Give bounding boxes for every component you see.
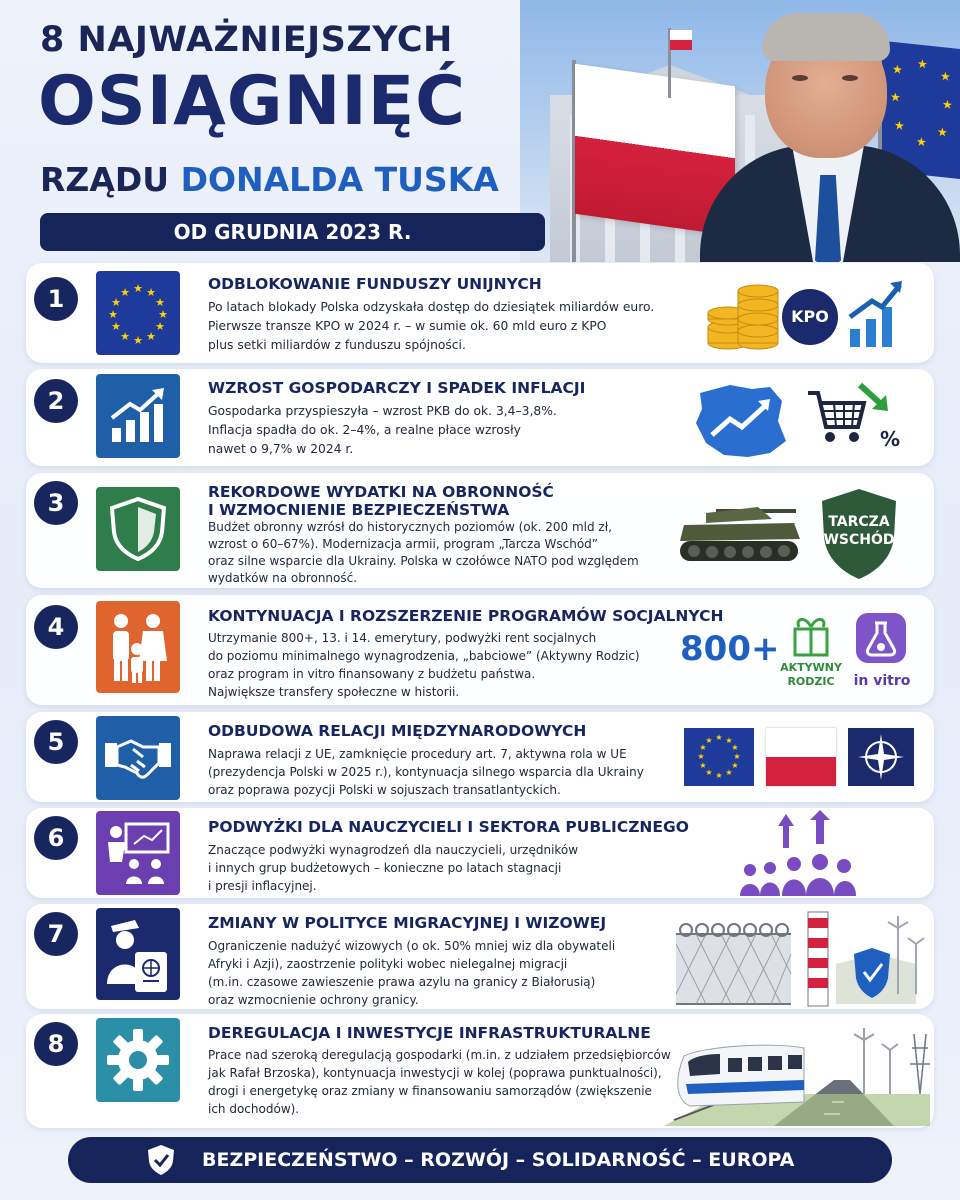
badge-line-2: WSCHÓD	[823, 532, 895, 548]
item-description: Po latach blokady Polska odzyskała dostęp do dziesiątek miliardów euro. Pierwsze transze KPO w 2024 r. – w sumie ok. 60 mld euro z KPO plus setki miliardów z funduszu spójności.	[208, 300, 655, 352]
svg-text:★: ★	[133, 334, 143, 347]
item-number: 5	[34, 720, 78, 764]
svg-text:★: ★	[120, 286, 130, 299]
date-banner: OD GRUDNIA 2023 R.	[40, 213, 545, 251]
item-title: ODBLOKOWANIE FUNDUSZY UNIJNYCH	[208, 275, 542, 293]
eu-flag-icon	[684, 728, 754, 786]
kpo-badge: KPO	[782, 289, 838, 345]
svg-text:★: ★	[699, 761, 707, 770]
item-description: Znaczące podwyżki wynagrodzeń dla nauczycieli, urzędników i innych grup budżetowych – konieczne po latach stagnacji i presji inflacyjnej.	[208, 843, 579, 893]
poland-map-icon	[690, 379, 790, 465]
item-number: 3	[34, 481, 78, 525]
item-description: Naprawa relacji z UE, zamknięcie procedury art. 7, aktywna rola w UE (prezydencja Polski w 2025 r.), kontynuacja silnego wsparcia dla Ukrainy oraz poprawa pozycji Polski w sojuszach transatlantyckich.	[208, 747, 644, 797]
title-accent: DONALDA TUSKA	[180, 160, 499, 199]
polish-flag-icon	[766, 728, 836, 786]
item-title: REKORDOWE WYDATKI NA OBRONNOŚĆ I WZMOCNIENIE BEZPIECZEŃSTWA	[208, 483, 554, 519]
svg-text:★: ★	[155, 320, 165, 333]
item-description: Ograniczenie nadużyć wizowych (o ok. 50% mniej wiz dla obywateli Afryki i Azji), zaostrzenie polityki wobec nielegalnej migracji (m.in. czasowe zawieszenie prawa azylu na granicy z Białorusią) oraz wzmocnienie ochrony granicy.	[208, 939, 616, 1007]
hero-photo	[520, 0, 960, 262]
growth-chart-icon	[96, 374, 180, 458]
item-description: Budżet obronny wzrósł do historycznych poziomów (ok. 200 mld zł, wzrost o 60–67%). Modernizacja armii, program „Tarcza Wschód” oraz silne wsparcie dla Ukrainy. Polska w czołówce NATO pod względem wydatków na obronność.	[208, 520, 639, 585]
svg-text:★: ★	[733, 752, 741, 761]
svg-text:★: ★	[705, 736, 713, 745]
svg-text:★: ★	[158, 308, 168, 321]
svg-text:★: ★	[705, 768, 713, 777]
coins-icon	[706, 281, 781, 355]
title-line-3	[40, 160, 499, 199]
svg-text:★: ★	[108, 308, 118, 321]
list-item-5	[26, 712, 934, 802]
svg-text:★: ★	[715, 771, 723, 780]
svg-text:★: ★	[133, 282, 143, 295]
800-plus-label: 800+	[680, 629, 780, 669]
item-title: PODWYŻKI DLA NAUCZYCIELI I SEKTORA PUBLICZNEGO	[208, 818, 689, 836]
svg-text:★: ★	[111, 320, 121, 333]
tarcza-wschod-badge	[818, 487, 900, 585]
portrait-image	[700, 5, 955, 262]
svg-text:★: ★	[699, 743, 707, 752]
item-title: KONTYNUACJA I ROZSZERZENIE PROGRAMÓW SOCJALNYCH	[208, 607, 724, 625]
title-line-2: OSIĄGNIĘĆ	[38, 62, 467, 141]
in-vitro-label: in vitro	[853, 673, 911, 689]
polish-flag-small-image	[670, 30, 692, 50]
teacher-icon	[96, 811, 180, 895]
item-number: 2	[34, 379, 78, 423]
item-description: Utrzymanie 800+, 13. i 14. emerytury, podwyżki rent socjalnych do poziomu minimalnego wynagrodzenia, „babciowe” (Aktywny Rodzic) oraz program in vitro finansowany z budżetu państwa. Największe transfery społeczne w historii.	[208, 631, 640, 699]
growing-workers-icon	[738, 810, 862, 900]
title-line-1: 8 NAJWAŻNIEJSZYCH	[40, 20, 453, 60]
svg-text:★: ★	[715, 733, 723, 742]
nato-icon	[848, 728, 914, 786]
gear-icon	[96, 1018, 180, 1102]
border-officer-icon	[96, 908, 180, 1000]
list-item-1	[26, 263, 934, 363]
item-title: DEREGULACJA I INWESTYCJE INFRASTRUKTURALNE	[208, 1024, 651, 1042]
percent-symbol: %	[880, 427, 901, 451]
footer-banner	[68, 1137, 892, 1183]
list-item-6	[26, 808, 934, 898]
item-title: WZROST GOSPODARCZY I SPADEK INFLACJI	[208, 379, 586, 397]
svg-text:★: ★	[697, 752, 705, 761]
svg-text:★: ★	[155, 296, 165, 309]
svg-text:★: ★	[146, 286, 156, 299]
item-title: ZMIANY W POLITYCE MIGRACYJNEJ I WIZOWEJ	[208, 914, 607, 932]
footer-slogan: BEZPIECZEŃSTWO – ROZWÓJ – SOLIDARNOŚĆ – EUROPA	[202, 1149, 795, 1171]
shield-check-icon	[146, 1144, 176, 1176]
svg-text:★: ★	[120, 330, 130, 343]
list-item-2	[26, 369, 934, 466]
title-prefix: RZĄDU	[40, 160, 181, 199]
svg-text:★: ★	[146, 330, 156, 343]
item-title: ODBUDOWA RELACJI MIĘDZYNARODOWYCH	[208, 722, 587, 740]
tank-icon	[676, 495, 808, 575]
item-description: Prace nad szeroką deregulacją gospodarki (m.in. z udziałem przedsiębiorców jak Rafał Brzoska), kontynuacja inwestycji w kolej (poprawa punktualności), drogi i energetykę oraz zmiany w finansowaniu samorządów (zwiększenie ich dochodów).	[208, 1048, 671, 1116]
aktywny-label: AKTYWNY	[780, 661, 842, 674]
list-item-4	[26, 595, 934, 705]
item-number: 4	[34, 605, 78, 649]
svg-text:★: ★	[725, 768, 733, 777]
svg-text:★: ★	[111, 296, 121, 309]
badge-line-1: TARCZA	[828, 514, 890, 530]
rodzic-label: RODZIC	[787, 675, 835, 688]
list-item-8	[26, 1014, 934, 1128]
family-icon	[96, 601, 180, 693]
bar-growth-icon	[846, 277, 906, 353]
train-road-icon	[664, 1024, 930, 1130]
handshake-icon	[96, 716, 180, 800]
list-item-3	[26, 473, 934, 588]
svg-text:★: ★	[731, 743, 739, 752]
aktywny-rodzic-logo	[778, 613, 844, 689]
item-number: 6	[34, 816, 78, 860]
shield-icon	[96, 487, 180, 571]
svg-text:★: ★	[731, 761, 739, 770]
item-description: Gospodarka przyspieszyła – wzrost PKB do ok. 3,4–3,8%. Inflacja spadła do ok. 2–4%, a realne płace wzrosły nawet o 9,7% w 2024 r.	[208, 404, 557, 456]
down-arrow-icon	[856, 379, 896, 423]
svg-text:★: ★	[725, 736, 733, 745]
in-vitro-icon	[856, 613, 906, 663]
item-number: 8	[34, 1022, 78, 1066]
border-fence-icon	[676, 904, 926, 1012]
eu-flag-icon	[96, 271, 180, 355]
item-number: 7	[34, 912, 78, 956]
eu-flag-image: ★ ★ ★ ★ ★ ★ ★ ★	[882, 41, 960, 179]
list-item-7	[26, 904, 934, 1009]
item-number: 1	[34, 277, 78, 321]
